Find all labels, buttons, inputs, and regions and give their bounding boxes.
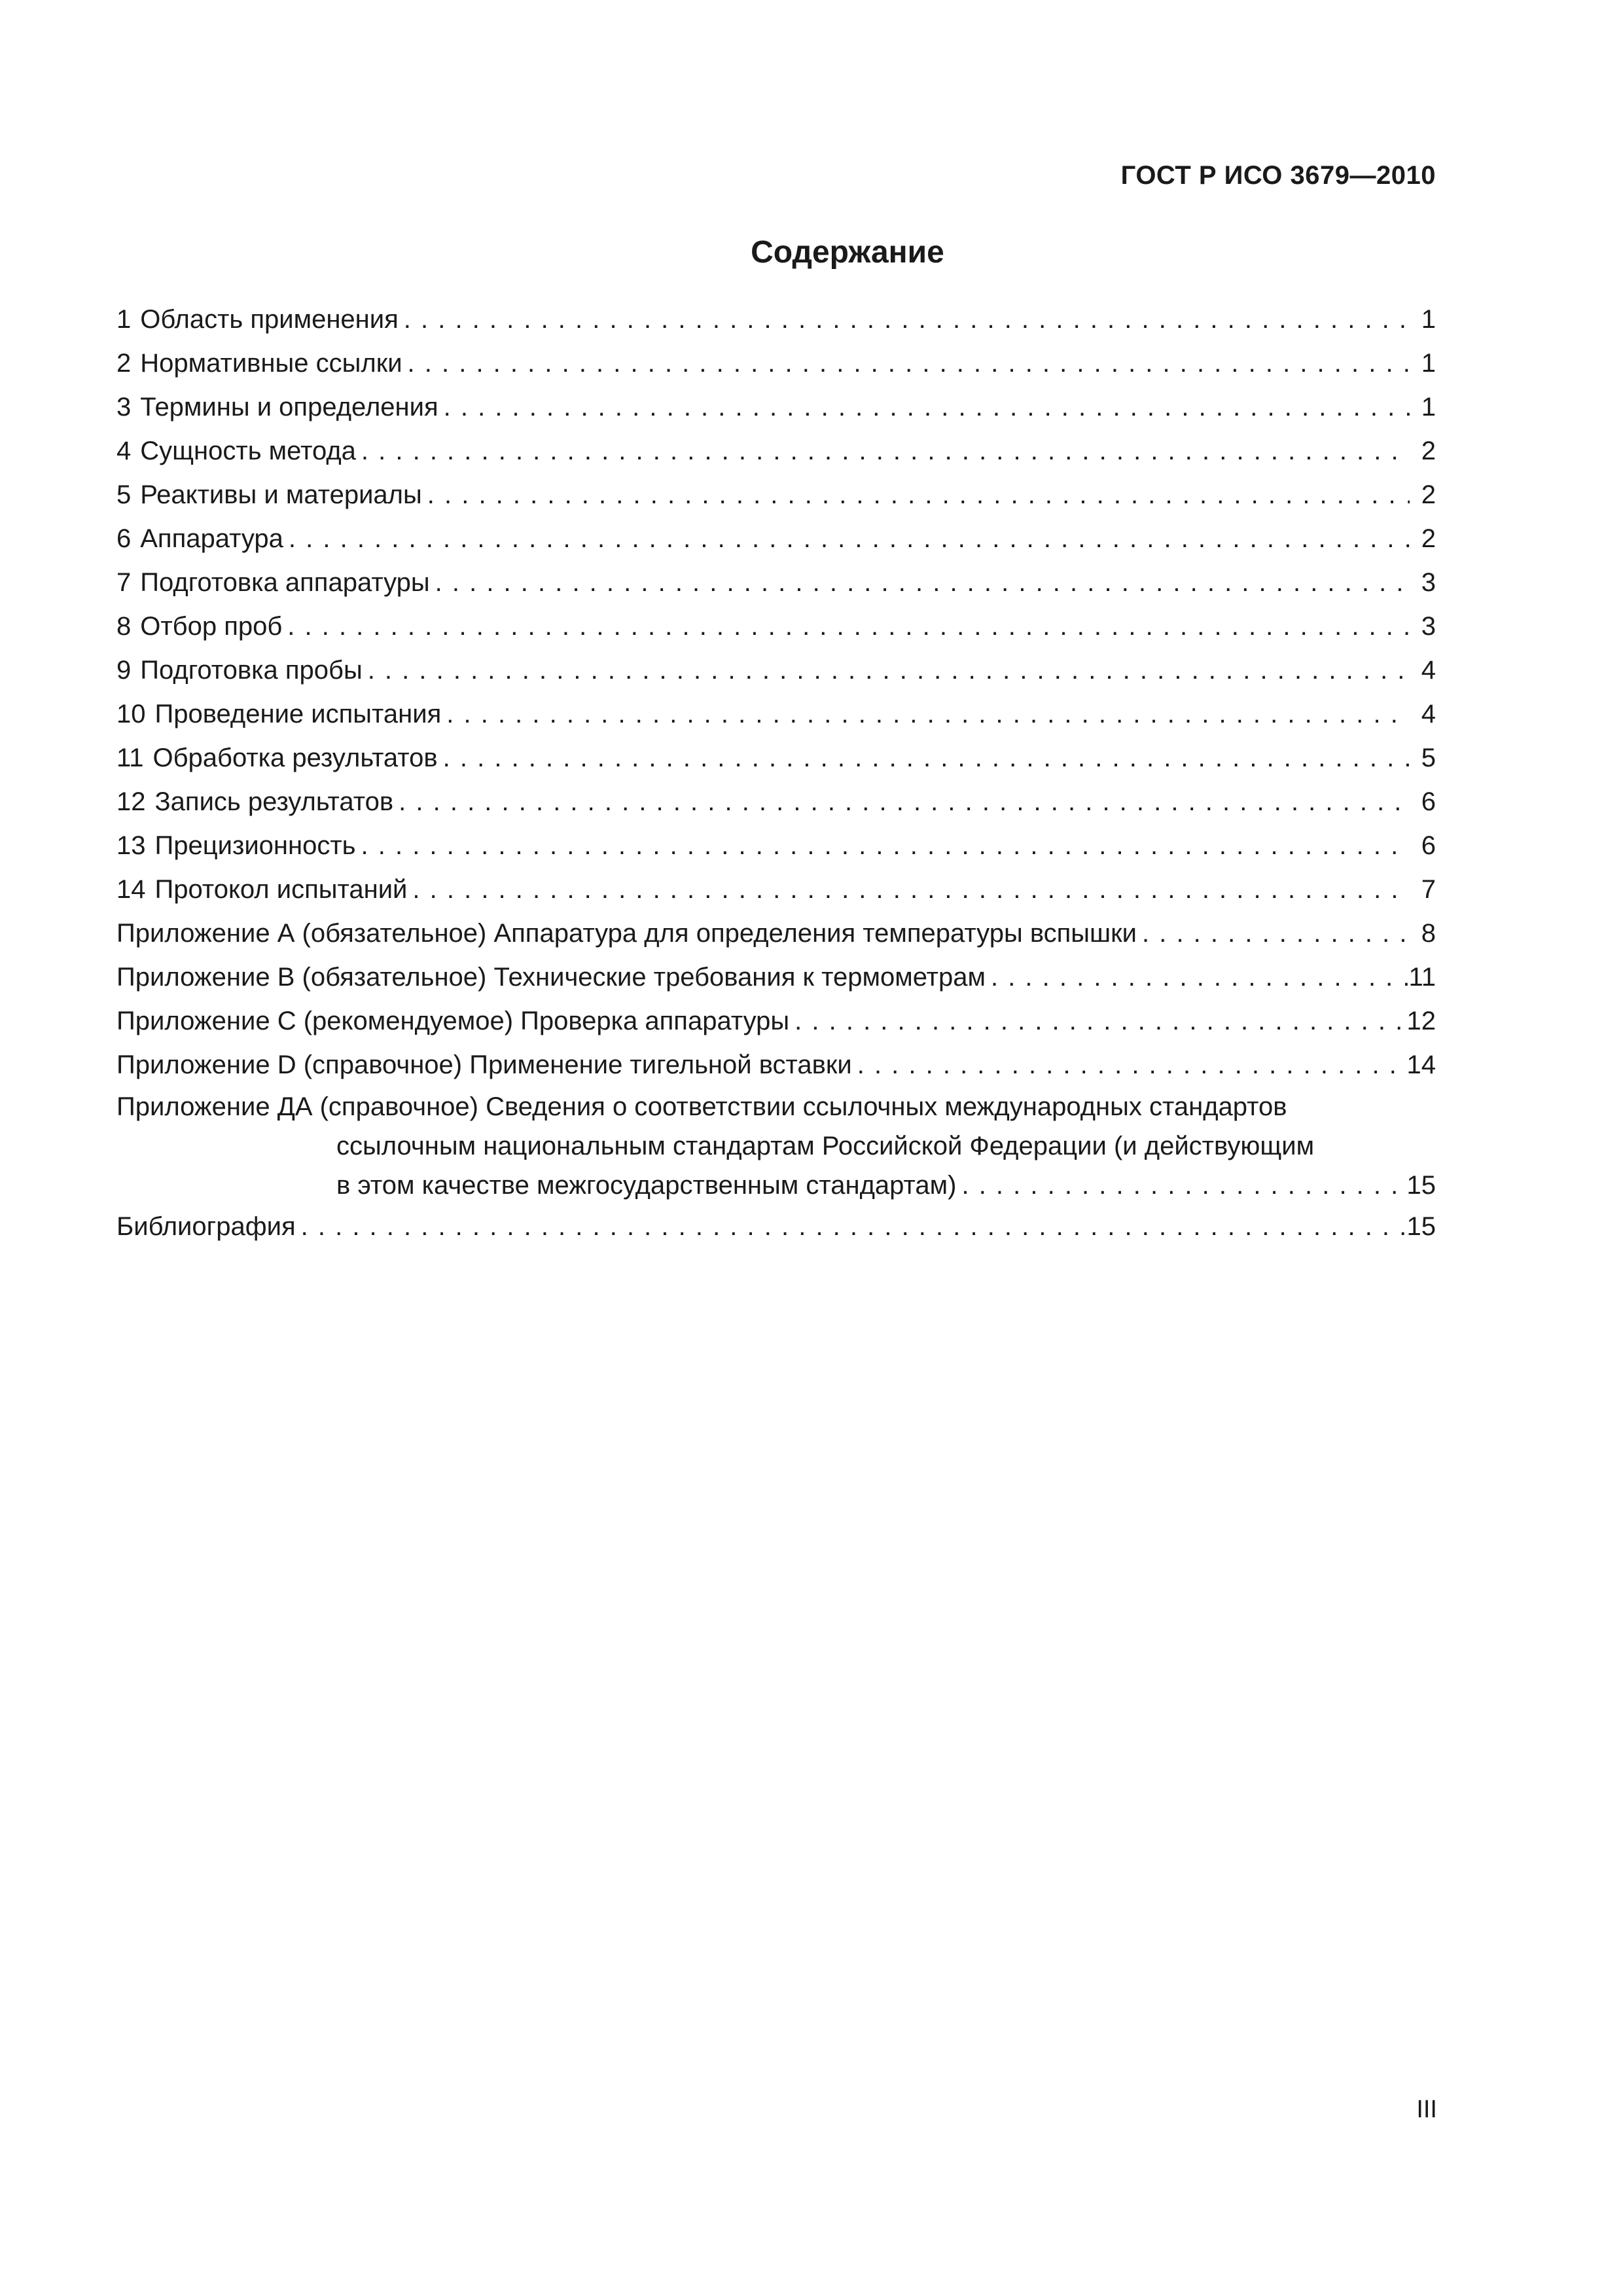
toc-entry-page: 14 (1406, 1050, 1436, 1079)
toc-dot-leader (402, 342, 1410, 386)
toc-entry-number: 11 (116, 744, 144, 772)
toc-entry-page: 1 (1421, 349, 1436, 378)
toc-entry-page: 1 (1421, 305, 1436, 334)
toc-entry-label: Библиография (116, 1212, 296, 1241)
toc-entry-page: 3 (1421, 612, 1436, 641)
toc-entry-label-line3: в этом качестве межгосударственным стандартам) (336, 1171, 957, 1200)
toc-dot-leader (282, 605, 1410, 649)
toc-entry-label: Реактивы и материалы (140, 480, 422, 509)
toc-entry-bibliography[interactable] (116, 1205, 1436, 1249)
toc-title: Содержание (751, 235, 944, 270)
toc-entry-number: 6 (116, 524, 132, 553)
toc-entry-page: 7 (1421, 875, 1436, 904)
toc-entry-label: Отбор проб (140, 612, 283, 641)
toc-entry-page: 6 (1421, 831, 1436, 860)
toc-entry-label: Протокол испытаний (154, 875, 408, 904)
toc-entry-number: 13 (116, 831, 146, 860)
toc-dot-leader (441, 692, 1410, 736)
toc-entry-number: 4 (116, 437, 132, 465)
toc-entry[interactable] (116, 517, 1436, 561)
toc-entry[interactable] (116, 342, 1436, 386)
toc-entry[interactable] (116, 780, 1436, 824)
toc-entry-number: 1 (116, 305, 132, 334)
toc-entry[interactable] (116, 298, 1436, 342)
toc-entry-label: Приложение D (справочное) Применение тигельной вставки (116, 1050, 852, 1079)
toc-entry-label: Подготовка аппаратуры (140, 568, 430, 597)
toc-entry[interactable] (116, 473, 1436, 517)
page-number: III (1416, 2096, 1437, 2123)
toc-entry-label: Аппаратура (140, 524, 283, 553)
toc-entry-page: 15 (1406, 1212, 1436, 1241)
toc-entry-label: Запись результатов (154, 787, 394, 816)
toc-entry-page: 8 (1421, 919, 1436, 948)
toc-entry-label: Приложение А (обязательное) Аппаратура для определения температуры вспышки (116, 919, 1137, 948)
toc-dot-leader (356, 824, 1410, 868)
toc-entry-label: Область применения (140, 305, 399, 334)
toc-entry-page: 12 (1406, 1007, 1436, 1035)
toc-entry-number: 9 (116, 656, 132, 685)
toc-entry-label: Термины и определения (140, 393, 438, 422)
table-of-contents (116, 298, 1436, 1249)
toc-entry-page: 2 (1421, 480, 1436, 509)
toc-entry-label: Прецизионность (154, 831, 356, 860)
toc-entry[interactable] (116, 561, 1436, 605)
toc-entry-page: 1 (1421, 393, 1436, 422)
toc-entry-label-line2: ссылочным национальным стандартам Российской Федерации (и действующим (336, 1132, 1315, 1160)
toc-entry-page: 3 (1421, 568, 1436, 597)
toc-entry-annex-d[interactable] (116, 1043, 1436, 1087)
toc-entry-label: Обработка результатов (152, 744, 438, 772)
toc-entry-annex-c[interactable] (116, 999, 1436, 1043)
toc-entry-number: 8 (116, 612, 132, 641)
toc-entry-annex-b[interactable] (116, 956, 1436, 999)
toc-entry-label-line1: Приложение ДА (справочное) Сведения о соответствии ссылочных международных стандартов (116, 1092, 1287, 1121)
toc-entry[interactable] (116, 649, 1436, 692)
toc-entry-label: Нормативные ссылки (140, 349, 402, 378)
toc-dot-leader (438, 386, 1410, 429)
toc-entry[interactable] (116, 868, 1436, 912)
toc-entry-number: 10 (116, 700, 146, 728)
toc-dot-leader (430, 561, 1410, 605)
toc-entry[interactable] (116, 605, 1436, 649)
toc-entry[interactable] (116, 736, 1436, 780)
toc-entry-number: 5 (116, 480, 132, 509)
toc-entry-label: Проведение испытания (154, 700, 442, 728)
toc-entry[interactable] (116, 429, 1436, 473)
toc-dot-leader (438, 736, 1410, 780)
toc-entry-page: 4 (1421, 656, 1436, 685)
toc-dot-leader (852, 1043, 1407, 1087)
toc-dot-leader (422, 473, 1410, 517)
toc-dot-leader (283, 517, 1410, 561)
toc-entry-label: Сущность метода (140, 437, 356, 465)
toc-entry-annex-a[interactable] (116, 912, 1436, 956)
toc-dot-leader (956, 1166, 1406, 1205)
toc-entry[interactable] (116, 824, 1436, 868)
toc-entry-label: Приложение В (обязательное) Технические требования к термометрам (116, 963, 986, 992)
toc-entry-label: Приложение С (рекомендуемое) Проверка аппаратуры (116, 1007, 790, 1035)
toc-entry[interactable] (116, 692, 1436, 736)
toc-entry-number: 7 (116, 568, 132, 597)
toc-entry-page: 15 (1406, 1171, 1436, 1200)
toc-dot-leader (407, 868, 1410, 912)
toc-entry-page: 11 (1408, 963, 1436, 992)
toc-entry-page: 4 (1421, 700, 1436, 728)
toc-entry-number: 3 (116, 393, 132, 422)
toc-entry-page: 6 (1421, 787, 1436, 816)
toc-entry-annex-da[interactable] (116, 1087, 1436, 1205)
toc-dot-leader (356, 429, 1410, 473)
toc-entry-page: 2 (1421, 524, 1436, 553)
standard-designation: ГОСТ Р ИСО 3679—2010 (1120, 161, 1436, 190)
toc-dot-leader (363, 649, 1410, 692)
toc-dot-leader (393, 780, 1410, 824)
toc-dot-leader (296, 1205, 1407, 1249)
toc-entry-label: Подготовка пробы (140, 656, 363, 685)
toc-entry-number: 2 (116, 349, 132, 378)
toc-entry-page: 5 (1421, 744, 1436, 772)
toc-entry-number: 12 (116, 787, 146, 816)
toc-dot-leader (789, 999, 1406, 1043)
toc-entry[interactable] (116, 386, 1436, 429)
toc-dot-leader (1137, 912, 1410, 956)
toc-dot-leader (986, 956, 1409, 999)
toc-entry-page: 2 (1421, 437, 1436, 465)
toc-dot-leader (399, 298, 1410, 342)
toc-entry-number: 14 (116, 875, 146, 904)
